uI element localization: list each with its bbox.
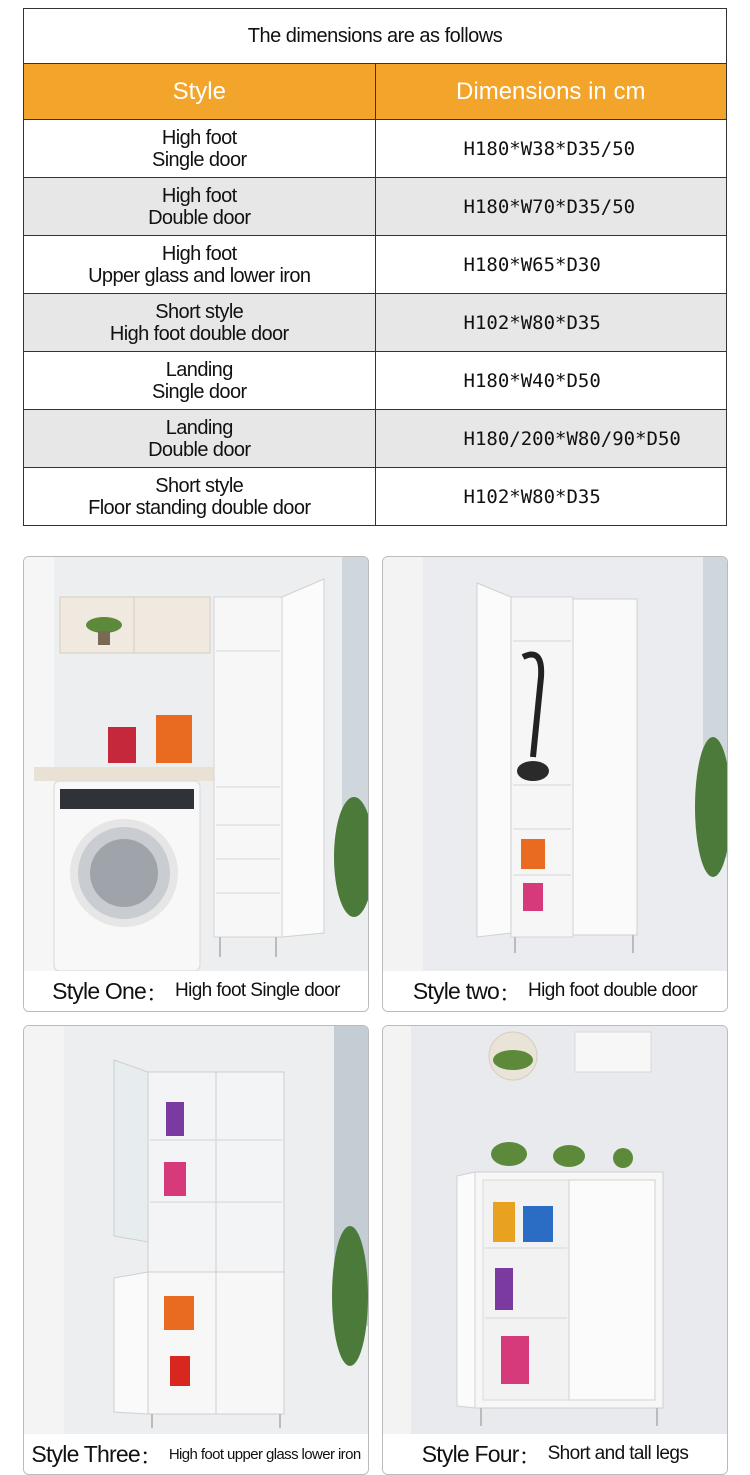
table-title: The dimensions are as follows [24, 9, 727, 64]
short-double-door-cabinet [457, 1172, 663, 1426]
dimension-cell: H102*W80*D35 [375, 468, 727, 526]
style-description: Short and tall legs [547, 1443, 689, 1464]
style-cell: Short style Floor standing double door [24, 468, 376, 526]
tall-single-door-cabinet [214, 579, 324, 957]
caption-colon: ： [145, 979, 169, 1006]
style-two-card [382, 556, 728, 1012]
cabinet-illustration [24, 1026, 368, 1434]
style-cell: High foot Double door [24, 178, 376, 236]
style-description: High foot double door [528, 980, 698, 1001]
caption-colon: ： [518, 1442, 542, 1469]
style-cell: High foot Single door [24, 120, 376, 178]
style-label: Style two [412, 977, 500, 1004]
style-caption [383, 1434, 727, 1474]
style-cell: Landing Double door [24, 410, 376, 468]
style-description: High foot Single door [174, 980, 340, 1001]
style-caption [24, 971, 368, 1011]
style-cell: Short style High foot double door [24, 294, 376, 352]
table-row [24, 352, 727, 410]
style-label: Style Three [31, 1440, 140, 1467]
style-cell: High foot Upper glass and lower iron [24, 236, 376, 294]
table-row [24, 468, 727, 526]
dimensions-table [23, 8, 727, 526]
dimension-cell: H180*W38*D35/50 [375, 120, 727, 178]
dimension-cell: H180/200*W80/90*D50 [375, 410, 727, 468]
column-header-dimensions: Dimensions in cm [375, 64, 727, 120]
table-row [24, 236, 727, 294]
cabinet-illustration [383, 1026, 727, 1434]
dimension-cell: H180*W65*D30 [375, 236, 727, 294]
caption-colon: ： [139, 1442, 163, 1469]
caption-colon: ： [499, 979, 523, 1006]
table-row [24, 120, 727, 178]
style-label: Style One [52, 977, 146, 1004]
style-label: Style Four [421, 1440, 519, 1467]
cabinet-illustration [383, 557, 727, 971]
style-four-card [382, 1025, 728, 1475]
table-row [24, 410, 727, 468]
column-header-style: Style [24, 64, 376, 120]
style-description: High foot upper glass lower iron [168, 1445, 361, 1463]
table-row [24, 294, 727, 352]
dimension-cell: H180*W40*D50 [375, 352, 727, 410]
style-cell: Landing Single door [24, 352, 376, 410]
washing-machine-icon [54, 781, 200, 971]
style-caption [24, 1434, 368, 1474]
cabinet-illustration [24, 557, 368, 971]
table-row [24, 178, 727, 236]
tall-double-door-cabinet [477, 583, 637, 953]
dimension-cell: H102*W80*D35 [375, 294, 727, 352]
style-one-card [23, 556, 369, 1012]
style-caption [383, 971, 727, 1011]
style-three-card [23, 1025, 369, 1475]
dimension-cell: H180*W70*D35/50 [375, 178, 727, 236]
